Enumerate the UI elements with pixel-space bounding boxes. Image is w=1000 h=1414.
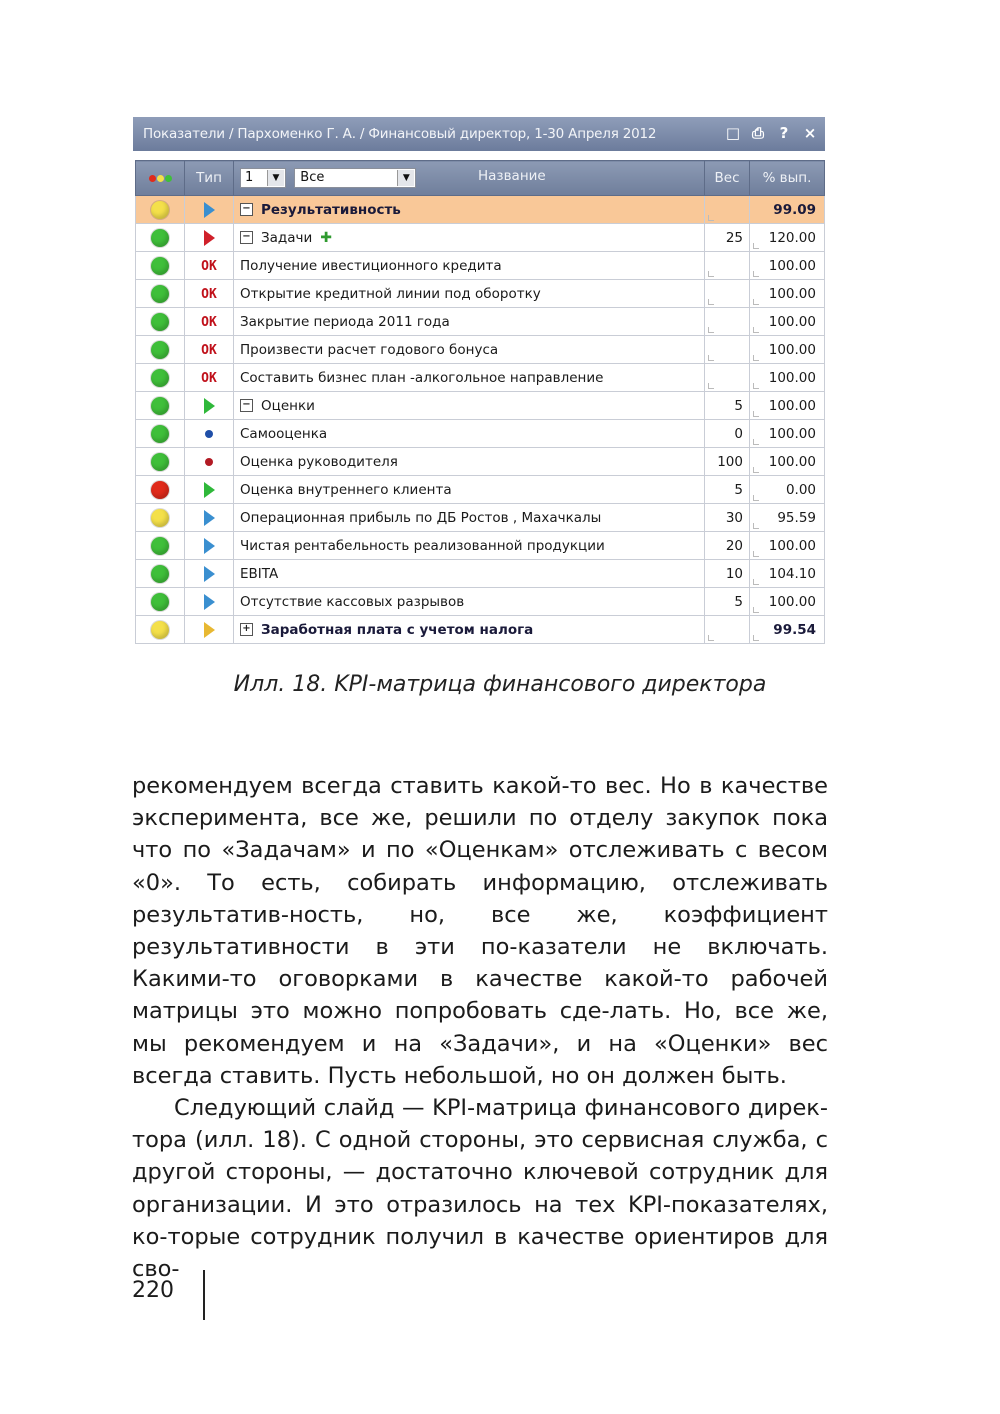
status-light-green-icon xyxy=(151,453,169,471)
percent-value: 99.54 xyxy=(773,621,816,638)
percent-value: 100.00 xyxy=(768,313,816,330)
arrow-blue-icon xyxy=(204,594,215,610)
kpi-table-body xyxy=(136,196,825,644)
edit-corner-icon xyxy=(753,635,759,641)
percent-cell xyxy=(750,476,825,504)
kpi-name: EBITA xyxy=(240,565,279,582)
status-light-green-icon xyxy=(151,341,169,359)
kpi-name: Самооценка xyxy=(240,425,328,442)
percent-value: 120.00 xyxy=(768,229,816,246)
figure-caption: Илл. 18. KPI-матрица финансового директора xyxy=(233,672,767,697)
kpi-name: Результативность xyxy=(261,201,401,218)
ok-badge: OK xyxy=(201,286,217,302)
weight-value: 5 xyxy=(734,593,743,610)
type-cell xyxy=(185,560,234,588)
help-icon[interactable]: ? xyxy=(779,124,789,142)
traffic-lights-icon xyxy=(149,170,172,186)
kpi-name: Получение ивестиционного кредита xyxy=(240,257,502,274)
kpi-name: Оценки xyxy=(261,397,315,414)
table-row[interactable] xyxy=(136,308,825,336)
weight-cell[interactable] xyxy=(705,308,750,336)
arrow-blue-icon xyxy=(204,202,215,218)
name-header xyxy=(234,161,705,196)
weight-value: 20 xyxy=(725,537,743,554)
edit-corner-icon xyxy=(708,271,714,277)
type-cell xyxy=(185,364,234,392)
table-row[interactable] xyxy=(136,252,825,280)
percent-value: 100.00 xyxy=(768,285,816,302)
weight-value: 0 xyxy=(734,425,743,442)
edit-corner-icon xyxy=(753,551,759,557)
weight-value: 5 xyxy=(734,397,743,414)
close-icon[interactable]: × xyxy=(803,124,817,142)
percent-value: 100.00 xyxy=(768,397,816,414)
weight-value: 25 xyxy=(725,229,743,246)
percent-cell xyxy=(750,588,825,616)
percent-value: 100.00 xyxy=(768,425,816,442)
edit-corner-icon xyxy=(708,383,714,389)
table-row[interactable] xyxy=(136,196,825,224)
status-light-green-icon xyxy=(151,397,169,415)
table-row[interactable] xyxy=(136,364,825,392)
page-number: 220 xyxy=(132,1278,174,1303)
edit-corner-icon xyxy=(708,215,714,221)
percent-cell xyxy=(750,252,825,280)
edit-corner-icon xyxy=(708,327,714,333)
table-header-row xyxy=(136,161,825,196)
name-cell xyxy=(234,224,705,252)
percent-value: 100.00 xyxy=(768,341,816,358)
kpi-name: Отсутствие кассовых разрывов xyxy=(240,593,465,610)
status-light-cell xyxy=(136,196,185,224)
percent-cell xyxy=(750,448,825,476)
status-light-red-icon xyxy=(151,481,169,499)
collapse-icon[interactable]: − xyxy=(240,231,253,244)
name-cell xyxy=(234,280,705,308)
window-title: Показатели / Пархоменко Г. А. / Финансовый директор, 1-30 Апреля 2012 xyxy=(143,126,657,142)
type-cell xyxy=(185,420,234,448)
edit-corner-icon xyxy=(708,299,714,305)
kpi-name: Оценка внутреннего клиента xyxy=(240,481,452,498)
weight-cell[interactable] xyxy=(705,224,750,252)
collapse-icon[interactable]: − xyxy=(240,203,253,216)
chevron-down-icon[interactable]: ▼ xyxy=(267,170,284,186)
percent-value: 99.09 xyxy=(773,201,816,218)
name-cell xyxy=(234,560,705,588)
type-cell xyxy=(185,588,234,616)
kpi-matrix-window xyxy=(133,117,825,647)
edit-corner-icon xyxy=(708,355,714,361)
arrow-red-icon xyxy=(204,230,215,246)
edit-corner-icon xyxy=(753,579,759,585)
name-cell xyxy=(234,616,705,644)
name-cell xyxy=(234,308,705,336)
edit-corner-icon xyxy=(753,327,759,333)
weight-cell[interactable] xyxy=(705,504,750,532)
type-cell xyxy=(185,448,234,476)
weight-cell[interactable] xyxy=(705,532,750,560)
type-cell xyxy=(185,504,234,532)
type-cell xyxy=(185,280,234,308)
percent-cell xyxy=(750,336,825,364)
edit-corner-icon xyxy=(753,523,759,529)
kpi-name: Задачи xyxy=(261,229,313,246)
restore-icon[interactable]: □ xyxy=(725,124,741,142)
dot-red-icon xyxy=(205,458,213,466)
level-select[interactable] xyxy=(240,168,286,188)
status-light-green-icon xyxy=(151,313,169,331)
table-row[interactable] xyxy=(136,476,825,504)
percent-value: 100.00 xyxy=(768,369,816,386)
type-cell xyxy=(185,476,234,504)
status-light-cell xyxy=(136,364,185,392)
name-cell xyxy=(234,364,705,392)
percent-value: 100.00 xyxy=(768,257,816,274)
edit-corner-icon xyxy=(753,299,759,305)
status-light-cell xyxy=(136,532,185,560)
weight-value: 5 xyxy=(734,481,743,498)
page-number-rule xyxy=(203,1270,205,1320)
status-light-cell xyxy=(136,252,185,280)
arrow-green-icon xyxy=(204,482,215,498)
status-light-cell xyxy=(136,448,185,476)
type-cell xyxy=(185,616,234,644)
percent-header[interactable]: % вып. xyxy=(750,161,825,196)
status-light-cell xyxy=(136,392,185,420)
type-cell xyxy=(185,196,234,224)
status-light-cell xyxy=(136,560,185,588)
paragraph-2: Следующий слайд — KPI-матрица финансового дирек-тора (илл. 18). С одной стороны, это сервисная служба, с другой стороны, — достаточно ключевой сотрудник для организации. И это отразилось на тех KPI-показателях, ко-торые сотрудник получил в качестве ориентиров для сво- xyxy=(132,1095,828,1283)
status-light-cell xyxy=(136,280,185,308)
table-row[interactable] xyxy=(136,560,825,588)
arrow-yellow-icon xyxy=(204,622,215,638)
edit-corner-icon xyxy=(753,467,759,473)
table-row[interactable] xyxy=(136,448,825,476)
name-header-label: Название xyxy=(478,168,546,184)
status-light-cell xyxy=(136,336,185,364)
type-header[interactable]: Тип xyxy=(185,161,234,196)
status-light-green-icon xyxy=(151,229,169,247)
weight-value: 100 xyxy=(717,453,743,470)
status-light-cell xyxy=(136,420,185,448)
kpi-name: Операционная прибыль по ДБ Ростов , Махачкалы xyxy=(240,509,602,526)
percent-value: 100.00 xyxy=(768,593,816,610)
filter-select-value: Все xyxy=(300,170,325,185)
status-light-green-icon xyxy=(151,593,169,611)
percent-cell xyxy=(750,392,825,420)
kpi-name: Составить бизнес план -алкогольное направление xyxy=(240,369,604,386)
table-row[interactable] xyxy=(136,616,825,644)
name-cell xyxy=(234,448,705,476)
status-light-yellow-icon xyxy=(151,509,169,527)
print-icon[interactable]: ⎙ xyxy=(751,124,764,142)
table-row[interactable] xyxy=(136,588,825,616)
weight-cell[interactable] xyxy=(705,392,750,420)
name-cell xyxy=(234,504,705,532)
filter-select[interactable] xyxy=(294,168,416,188)
table-row[interactable] xyxy=(136,420,825,448)
edit-corner-icon xyxy=(753,411,759,417)
weight-cell[interactable] xyxy=(705,280,750,308)
kpi-name: Произвести расчет годового бонуса xyxy=(240,341,499,358)
edit-corner-icon xyxy=(753,495,759,501)
kpi-name: Чистая рентабельность реализованной продукции xyxy=(240,537,605,554)
name-cell xyxy=(234,336,705,364)
percent-cell xyxy=(750,280,825,308)
weight-cell[interactable] xyxy=(705,336,750,364)
type-cell xyxy=(185,532,234,560)
edit-corner-icon xyxy=(753,383,759,389)
weight-value: 10 xyxy=(725,565,743,582)
weight-value: 30 xyxy=(725,509,743,526)
body-text xyxy=(132,770,828,1285)
percent-cell xyxy=(750,224,825,252)
type-cell xyxy=(185,308,234,336)
add-task-icon[interactable]: ✚ xyxy=(320,229,333,246)
percent-cell xyxy=(750,420,825,448)
kpi-name: Заработная плата с учетом налога xyxy=(261,621,534,638)
percent-value: 95.59 xyxy=(777,509,816,526)
type-cell xyxy=(185,392,234,420)
weight-cell[interactable] xyxy=(705,616,750,644)
edit-corner-icon xyxy=(753,355,759,361)
weight-cell[interactable] xyxy=(705,420,750,448)
table-row[interactable] xyxy=(136,392,825,420)
table-row[interactable] xyxy=(136,280,825,308)
status-light-green-icon xyxy=(151,369,169,387)
name-cell xyxy=(234,392,705,420)
arrow-blue-icon xyxy=(204,510,215,526)
kpi-table xyxy=(135,160,825,644)
status-light-green-icon xyxy=(151,565,169,583)
table-row[interactable] xyxy=(136,504,825,532)
type-cell xyxy=(185,252,234,280)
status-light-cell xyxy=(136,504,185,532)
percent-cell xyxy=(750,504,825,532)
type-cell xyxy=(185,224,234,252)
percent-value: 100.00 xyxy=(768,537,816,554)
weight-cell[interactable] xyxy=(705,364,750,392)
status-light-yellow-icon xyxy=(151,621,169,639)
name-cell xyxy=(234,196,705,224)
arrow-blue-icon xyxy=(204,566,215,582)
edit-corner-icon xyxy=(753,243,759,249)
name-cell xyxy=(234,476,705,504)
kpi-name: Оценка руководителя xyxy=(240,453,398,470)
percent-value: 104.10 xyxy=(768,565,816,582)
table-row[interactable] xyxy=(136,224,825,252)
status-light-green-icon xyxy=(151,257,169,275)
weight-cell[interactable] xyxy=(705,588,750,616)
name-cell xyxy=(234,252,705,280)
kpi-name: Закрытие периода 2011 года xyxy=(240,313,450,330)
edit-corner-icon xyxy=(753,607,759,613)
status-light-cell xyxy=(136,588,185,616)
name-cell xyxy=(234,420,705,448)
arrow-blue-icon xyxy=(204,538,215,554)
weight-cell[interactable] xyxy=(705,252,750,280)
status-light-cell xyxy=(136,224,185,252)
weight-cell[interactable] xyxy=(705,476,750,504)
paragraph-1: рекомендуем всегда ставить какой-то вес. Но в качестве эксперимента, все же, решили по отделу закупок пока что по «Задачам» и по «Оценкам» отслеживать с весом «0». То есть, собирать информацию, отслеживать результатив-ность, но, все же, коэффициент результативности в эти по-казатели не включать. Какими-то оговорками в качестве какой-то рабочей матрицы это можно попробовать сде-лать. Но, все же, мы рекомендуем и на «Задачи», и на «Оценки» вес всегда ставить. Пусть небольшой, но он должен быть. xyxy=(132,773,828,1089)
table-row[interactable] xyxy=(136,336,825,364)
traffic-light-header xyxy=(136,161,185,196)
percent-cell xyxy=(750,364,825,392)
ok-badge: OK xyxy=(201,314,217,330)
window-title-bar xyxy=(133,117,825,151)
collapse-icon[interactable]: − xyxy=(240,399,253,412)
name-cell xyxy=(234,588,705,616)
expand-icon[interactable]: + xyxy=(240,623,253,636)
arrow-green-icon xyxy=(204,398,215,414)
status-light-green-icon xyxy=(151,285,169,303)
status-light-green-icon xyxy=(151,425,169,443)
kpi-name: Открытие кредитной линии под оборотку xyxy=(240,285,541,302)
ok-badge: OK xyxy=(201,258,217,274)
ok-badge: OK xyxy=(201,370,217,386)
percent-cell xyxy=(750,616,825,644)
type-cell xyxy=(185,336,234,364)
weight-cell[interactable] xyxy=(705,196,750,224)
ok-badge: OK xyxy=(201,342,217,358)
weight-cell[interactable] xyxy=(705,560,750,588)
weight-header[interactable]: Вес xyxy=(705,161,750,196)
percent-cell xyxy=(750,196,825,224)
percent-cell xyxy=(750,560,825,588)
status-light-cell xyxy=(136,616,185,644)
edit-corner-icon xyxy=(753,271,759,277)
edit-corner-icon xyxy=(708,635,714,641)
dot-blue-icon xyxy=(205,430,213,438)
table-row[interactable] xyxy=(136,532,825,560)
percent-value: 0.00 xyxy=(785,481,816,498)
status-light-cell xyxy=(136,476,185,504)
percent-cell xyxy=(750,308,825,336)
status-light-cell xyxy=(136,308,185,336)
status-light-yellow-icon xyxy=(151,201,169,219)
percent-value: 100.00 xyxy=(768,453,816,470)
chevron-down-icon[interactable]: ▼ xyxy=(397,170,414,186)
weight-cell[interactable] xyxy=(705,448,750,476)
percent-cell xyxy=(750,532,825,560)
status-light-green-icon xyxy=(151,537,169,555)
level-select-value: 1 xyxy=(245,170,254,185)
name-cell xyxy=(234,532,705,560)
edit-corner-icon xyxy=(753,439,759,445)
